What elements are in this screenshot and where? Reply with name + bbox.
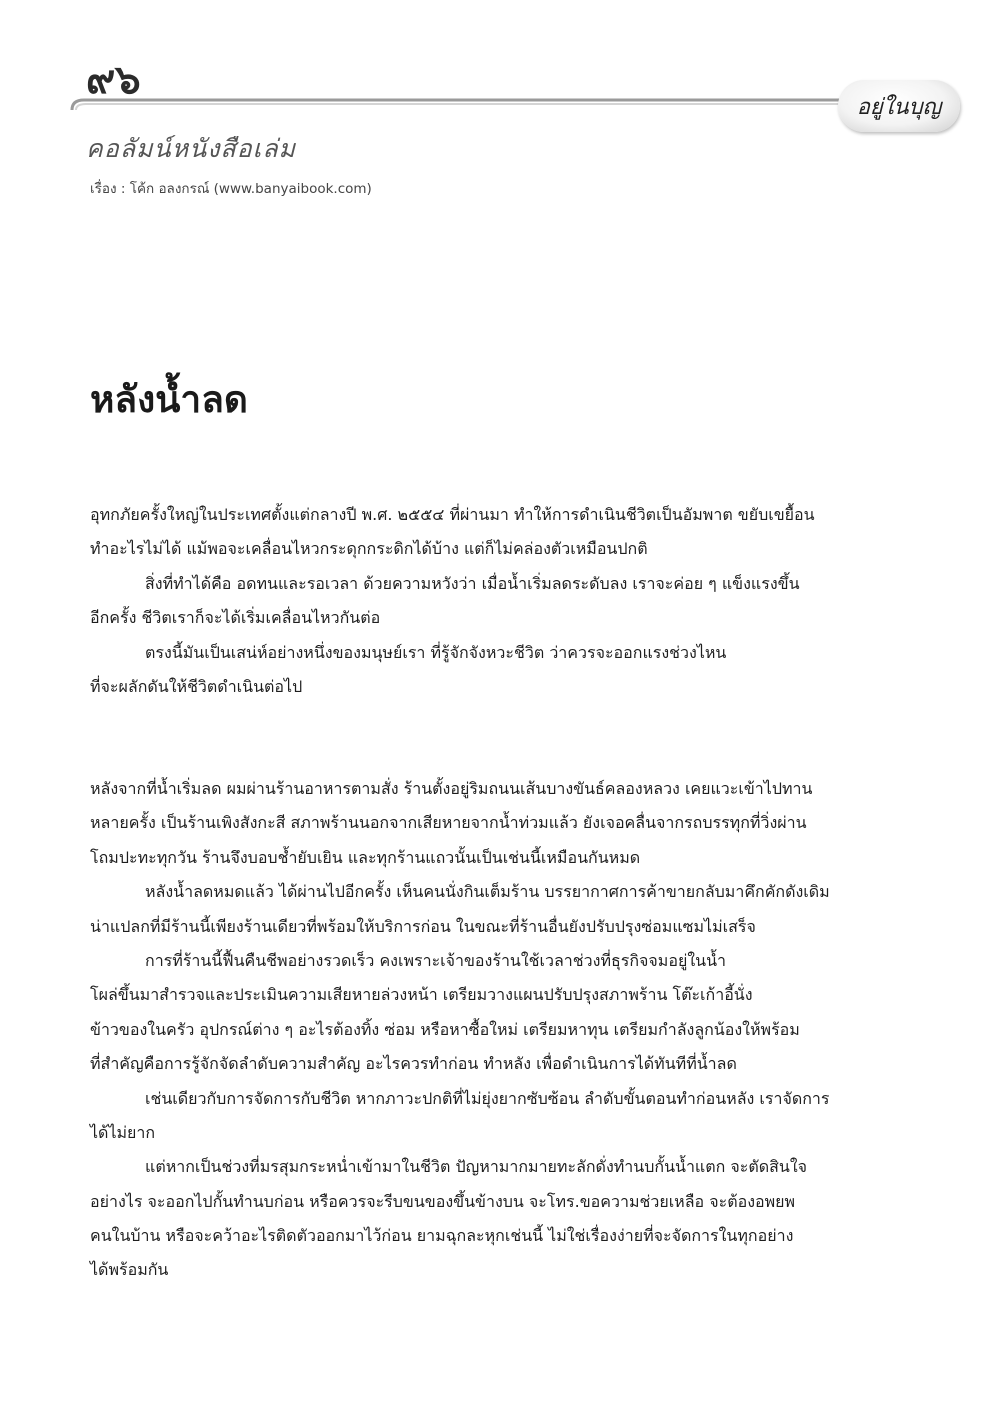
text-line: หลังน้ำลดหมดแล้ว ได้ผ่านไปอีกครั้ง เห็นคนนั่งกินเต็มร้าน บรรยากาศการค้าขายกลับมาคึกคักดังเดิม (145, 882, 830, 902)
text-line: โถมปะทะทุกวัน ร้านจึงบอบช้ำยับเยิน และทุกร้านแถวนั้นเป็นเช่นนี้เหมือนกันหมด (90, 847, 641, 867)
text-line: ตรงนี้มันเป็นเสน่ห์อย่างหนึ่งของมนุษย์เรา ที่รู้จักจังหวะชีวิต ว่าควรจะออกแรงช่วงไหน (145, 642, 727, 662)
text-line: เช่นเดียวกับการจัดการกับชีวิต หากภาวะปกติที่ไม่ยุ่งยากซับซ้อน ลำดับขั้นตอนทำก่อนหลัง เราจัดการ (145, 1088, 830, 1108)
text-line: ที่สำคัญคือการรู้จักจัดลำดับความสำคัญ อะไรควรทำก่อน ทำหลัง เพื่อดำเนินการได้ทันทีที่น้ำลด (90, 1054, 737, 1074)
magazine-logo (838, 80, 960, 132)
text-line: ทำอะไรไม่ได้ แม้พอจะเคลื่อนไหวกระดุกกระดิกได้บ้าง แต่ก็ไม่คล่องตัวเหมือนปกติ (90, 539, 648, 559)
byline: เรื่อง : โค้ก อลงกรณ์ (www.banyaibook.com) (90, 181, 372, 197)
text-line: อุทกภัยครั้งใหญ่ในประเทศตั้งแต่กลางปี พ.ศ. ๒๕๕๔ ที่ผ่านมา ทำให้การดำเนินชีวิตเป็นอัมพาต ขยับเขยื้อน (90, 505, 815, 524)
text-line: อีกครั้ง ชีวิตเราก็จะได้เริ่มเคลื่อนไหวกันต่อ (90, 608, 381, 628)
magazine-name: อยู่ในบุญ (856, 94, 942, 120)
text-line: คนในบ้าน หรือจะคว้าอะไรติดตัวออกมาไว้ก่อน ยามฉุกละหุกเช่นนี้ ไม่ใช่เรื่องง่ายที่จะจัดการในทุกอย่าง (90, 1226, 794, 1246)
text-line: น่าแปลกที่มีร้านนี้เพียงร้านเดียวที่พร้อมให้บริการก่อน ในขณะที่ร้านอื่นยังปรับปรุงซ่อมแซมไม่เสร็จ (90, 916, 756, 936)
text-line: ที่จะผลักดันให้ชีวิตดำเนินต่อไป (90, 676, 303, 696)
text-line: ได้ไม่ยาก (90, 1122, 156, 1142)
article-title: หลังน้ำลด (90, 378, 248, 421)
header-rule (70, 96, 870, 112)
text-line: การที่ร้านนี้ฟื้นคืนชีพอย่างรวดเร็ว คงเพราะเจ้าของร้านใช้เวลาช่วงที่ธุรกิจจมอยู่ในน้ำ (145, 950, 726, 970)
text-line: โผล่ขึ้นมาสำรวจและประเมินความเสียหายล่วงหน้า เตรียมวางแผนปรับปรุงสภาพร้าน โต๊ะเก้าอี้นั่ง (90, 985, 753, 1005)
text-line: สิ่งที่ทำได้คือ อดทนและรอเวลา ด้วยความหวังว่า เมื่อน้ำเริ่มลดระดับลง เราจะค่อย ๆ แข็งแรงขึ้น (145, 573, 800, 593)
page-number: ๙๖ (86, 57, 141, 103)
article-section-2 (90, 772, 910, 1288)
text-line: ได้พร้อมกัน (90, 1260, 169, 1280)
text-line: หลายครั้ง เป็นร้านเพิงสังกะสี สภาพร้านนอกจากเสียหายจากน้ำท่วมแล้ว ยังเจอคลื่นจากรถบรรทุกที่วิ่งผ่าน (90, 813, 807, 833)
text-line: หลังจากที่น้ำเริ่มลด ผมผ่านร้านอาหารตามสั่ง ร้านตั้งอยู่ริมถนนเส้นบางขันธ์คลองหลวง เคยแวะเข้าไปทาน (90, 779, 813, 798)
article-section-1 (90, 498, 910, 704)
text-line: อย่างไร จะออกไปกั้นทำนบก่อน หรือควรจะรีบขนของขึ้นข้างบน จะโทร.ขอความช่วยเหลือ จะต้องอพยพ (90, 1191, 796, 1211)
text-line: ข้าวของในครัว อุปกรณ์ต่าง ๆ อะไรต้องทิ้ง ซ่อม หรือหาซื้อใหม่ เตรียมหาทุน เตรียมกำลังลูกน้องให้พร้อม (90, 1019, 800, 1039)
column-name: คอลัมน์หนังสือเล่ม (86, 134, 297, 163)
text-line: แต่หากเป็นช่วงที่มรสุมกระหน่ำเข้ามาในชีวิต ปัญหามากมายทะลักดั่งทำนบกั้นน้ำแตก จะตัดสินใจ (145, 1157, 808, 1177)
